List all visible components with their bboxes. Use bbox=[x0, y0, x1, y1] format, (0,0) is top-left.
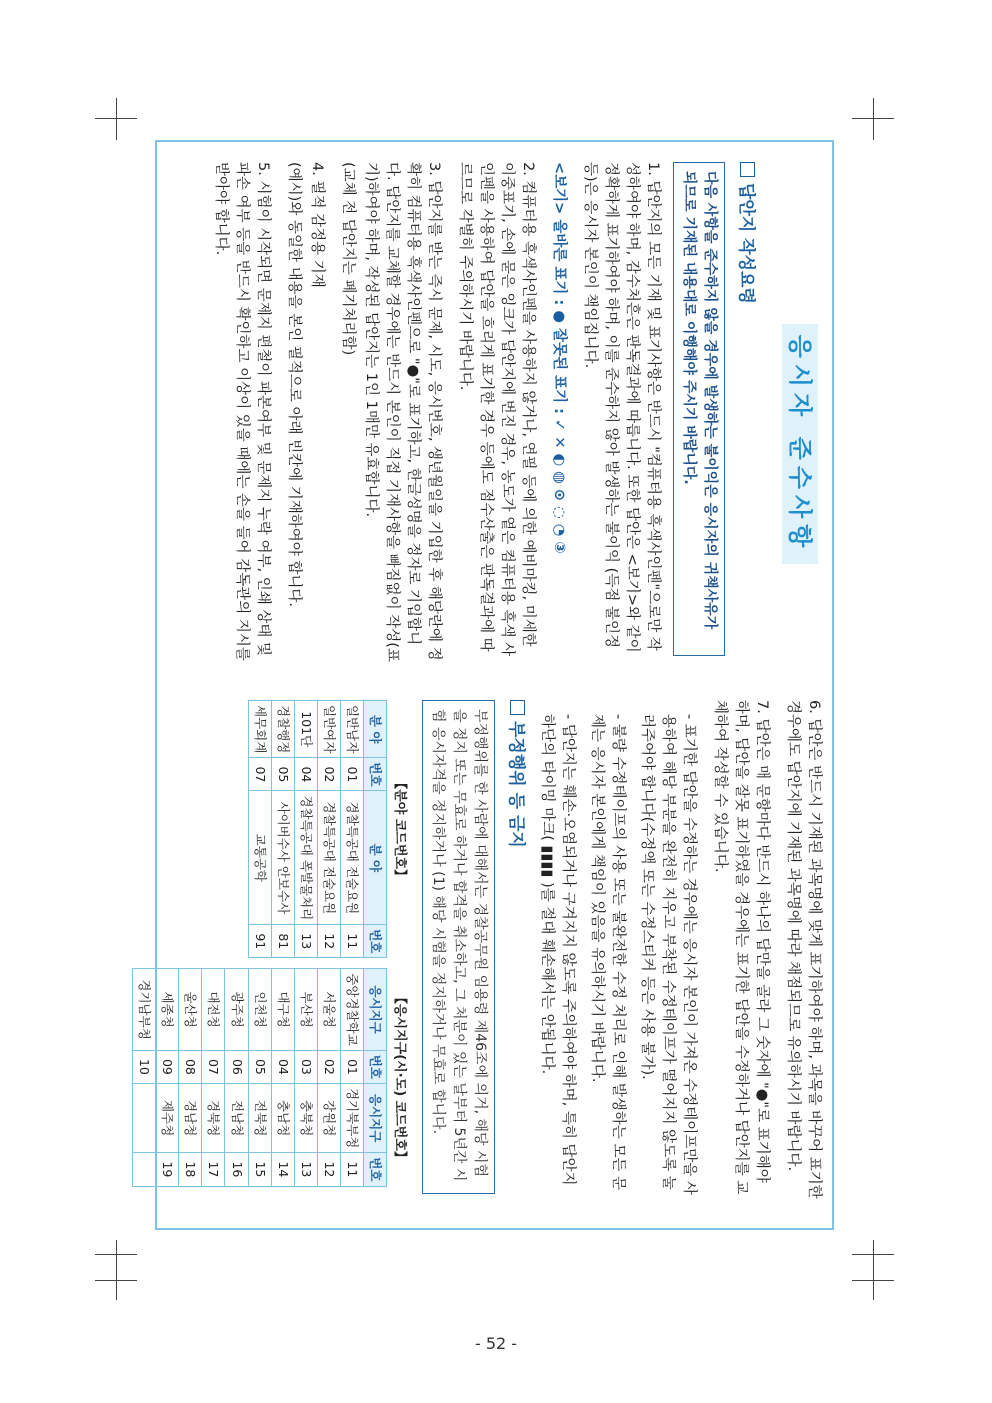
region_table-cell: 광주청 bbox=[225, 969, 248, 1050]
field_table-cell: 05 bbox=[271, 758, 294, 791]
field_table-cell: 101단 bbox=[294, 701, 317, 758]
field_table-cell: 11 bbox=[341, 925, 364, 958]
page-title: 응시자 준수사항 bbox=[782, 324, 818, 564]
region_table-cell: 09 bbox=[156, 1050, 179, 1083]
field_table-cell: 일반여자 bbox=[317, 701, 340, 758]
rule-item-3: 3. 답안지를 받는 즉시 문제, 시도, 응시번호, 생년월일을 기입한 후 해당란에 정확히 컴퓨터용 흑색사인펜으로 "●"로 표기하고, 한글성명을 정자로 기입합니다. 답안지를 교체할 경우에는 반드시 본인이 직접 기재사항을 빠짐없이 작성(표기)하여야 하며, 작성된 답안지는 1인 1매만 유효합니다. bbox=[363, 162, 443, 662]
region_table-cell: 대구청 bbox=[271, 969, 294, 1050]
region_table-cell: 전북청 bbox=[248, 1083, 271, 1152]
left-column bbox=[200, 162, 764, 662]
field_table-header: 분 야 bbox=[364, 701, 387, 758]
region_table-cell: 07 bbox=[202, 1050, 225, 1083]
region_table-cell: 강원청 bbox=[317, 1083, 340, 1152]
region_table-cell: 05 bbox=[248, 1050, 271, 1083]
region-code-table bbox=[132, 968, 387, 1186]
region_table-cell: 세종청 bbox=[156, 969, 179, 1050]
region-code-section bbox=[132, 968, 412, 1186]
table-row bbox=[271, 969, 294, 1186]
table-row bbox=[156, 969, 179, 1186]
table-row bbox=[132, 969, 155, 1186]
field_table-cell: 경찰특공대 전술요원 bbox=[341, 791, 364, 925]
field-table-title: 【분야 코드번호】 bbox=[392, 776, 408, 883]
region_table-header: 번호 bbox=[364, 1153, 387, 1186]
answer-sheet-heading: 답안지 작성요령 bbox=[733, 162, 758, 662]
region_table-cell: 14 bbox=[271, 1153, 294, 1186]
table-row bbox=[225, 969, 248, 1186]
field_table-cell: 91 bbox=[248, 925, 271, 958]
region_table-cell: 11 bbox=[341, 1153, 364, 1186]
table-row bbox=[341, 969, 364, 1186]
checkbox-square-icon bbox=[510, 700, 525, 715]
region_table-cell: 18 bbox=[179, 1153, 202, 1186]
table-row bbox=[271, 701, 294, 958]
region_table-cell: 충북청 bbox=[294, 1083, 317, 1152]
table-row bbox=[248, 701, 271, 958]
region_table-cell: 경남청 bbox=[179, 1083, 202, 1152]
rule-item-3-note: (교체 전 답안지는 폐기처리함) bbox=[340, 162, 357, 356]
rule-item-7: 7. 답안은 매 문항마다 반드시 하나의 답만을 골라 그 숫자에 "●"로 표기해야 하며, 답안을 잘못 표기하였을 경우에는 표기한 답안을 수정하거나 답안지를 교체하여 작성할 수 있습니다. bbox=[711, 700, 770, 1195]
region_table-cell: 15 bbox=[248, 1153, 271, 1186]
field_table-cell: 사이버수사 안보수사 bbox=[271, 791, 294, 925]
region_table-cell: 06 bbox=[225, 1050, 248, 1083]
region_table-cell: 10 bbox=[132, 1050, 155, 1083]
code-tables bbox=[132, 700, 412, 1200]
rule-item-4: 4. 필적 감정용 기재 bbox=[309, 162, 326, 288]
field_table-cell: 12 bbox=[317, 925, 340, 958]
region_table-cell bbox=[132, 1153, 155, 1186]
table-row bbox=[179, 969, 202, 1186]
field_table-header: 분 야 bbox=[364, 791, 387, 925]
dash-item-3: - 답안지는 훼손·오염되거나 구겨지지 않도록 주의하여야 하며, 특히 답안지 하단의 타이밍 마크( ▮▮▮▮ )를 절대 훼손해서는 안됩니다. bbox=[538, 714, 576, 1186]
dash-item-1: - 표기한 답안을 수정하는 경우에는 응시자 본인이 가져온 수정테이프만을 사용하여 해당 부분을 완전히 지우고 부착된 수정테이프가 떨어지지 않도록 눌러주어야 합니다(수정액 또는 수정스티커 등은 사용 불가). bbox=[638, 714, 697, 1195]
dash-item-2: - 불량 수정테이프의 사용 또는 불완전한 수정 처리로 인해 발생하는 모든 문제는 응시자 본인에게 책임이 있음을 유의하시기 바랍니다. bbox=[588, 714, 626, 1191]
field-code-section bbox=[132, 700, 412, 958]
region_table-cell: 17 bbox=[202, 1153, 225, 1186]
field-code-table bbox=[248, 700, 388, 958]
rotated-sheet bbox=[137, 152, 824, 1216]
region_table-cell: 전남청 bbox=[225, 1083, 248, 1152]
page-number: - 52 - bbox=[474, 1334, 518, 1353]
field_table-cell: 07 bbox=[248, 758, 271, 791]
table-row bbox=[202, 969, 225, 1186]
law-box: 부정행위를 한 사람에 대해서는 경찰공무원 임용령 제46조에 의거, 해당 시험을 정지 또는 무효로 하거나 합격을 취소하고, 그 처분이 있는 날부터 5년간 시험 응시자격을 정지하거나 (1) 해당 시험을 정지하거나 무효로 합니다. bbox=[422, 700, 495, 1194]
region_table-header: 번호 bbox=[364, 1050, 387, 1083]
field_table-header: 번호 bbox=[364, 758, 387, 791]
region_table-cell: 대전청 bbox=[202, 969, 225, 1050]
region_table-cell: 인천청 bbox=[248, 969, 271, 1050]
table-row bbox=[341, 701, 364, 958]
table-row bbox=[294, 969, 317, 1186]
region_table-cell: 중앙경찰학교 bbox=[341, 969, 364, 1050]
region_table-cell: 충남청 bbox=[271, 1083, 294, 1152]
field_table-cell: 01 bbox=[341, 758, 364, 791]
region-table-title: 【응시지구(시·도) 코드번호】 bbox=[392, 990, 408, 1164]
field_table-cell: 02 bbox=[317, 758, 340, 791]
region_table-cell: 16 bbox=[225, 1153, 248, 1186]
field_table-cell: 경찰행정 bbox=[271, 701, 294, 758]
region_table-cell: 울산청 bbox=[179, 969, 202, 1050]
rule-item-1: 1. 답안지의 모든 기재 및 표기사항은 반드시 "컴퓨터용 흑색사인펜"으로만 작성하여야 하며, 감수처흔은 판독결과에 따릅니다. 또한 답안은 <보기>와 같이 정확하게 표기하여야 하며, 이를 준수하지 않아 발생하는 불이익 (득점 불인정 등)은 응시자 본인이 책임집니다. bbox=[582, 162, 662, 653]
region_table-cell: 서울청 bbox=[317, 969, 340, 1050]
table-row bbox=[317, 701, 340, 958]
region_table-header: 응시지구 bbox=[364, 1083, 387, 1152]
region_table-cell: 03 bbox=[294, 1050, 317, 1083]
field_table-cell: 경찰특공대 폭발물처리 bbox=[294, 791, 317, 925]
region_table-cell: 04 bbox=[271, 1050, 294, 1083]
table-row bbox=[248, 969, 271, 1186]
region_table-cell: 경기남부청 bbox=[132, 969, 155, 1050]
region_table-cell: 경기북부청 bbox=[341, 1083, 364, 1152]
field_table-cell: 04 bbox=[294, 758, 317, 791]
field_table-cell: 경찰특공대 전술요원 bbox=[317, 791, 340, 925]
region_table-cell: 12 bbox=[317, 1153, 340, 1186]
rule-item-2: 2. 컴퓨터용 흑색사인펜을 사용하지 않거나, 연필 등에 의한 예비마킹, 미세한 이중표기, 손에 묻은 잉크가 답안지에 번진 경우, 농도가 옅은 컴퓨터용 흑색 사인펜을 사용하여 답안을 흐리게 표기한 경우 등에도 점수산출은 판독결과에 따르므로 각별히 주의하시기 바랍니다. bbox=[457, 162, 537, 657]
notice-box: 다음 사항을 준수하지 않을 경우에 발생하는 불이익은 응시자의 귀책사유가 되므로 기재된 내용대로 이행해야 주시기 바랍니다. bbox=[673, 162, 725, 656]
right-column bbox=[132, 700, 824, 1200]
field_table-header: 번호 bbox=[364, 925, 387, 958]
field_table-cell: 13 bbox=[294, 925, 317, 958]
region_table-cell: 13 bbox=[294, 1153, 317, 1186]
misconduct-heading: 부정행위 등 금지 bbox=[503, 700, 528, 1200]
table-row bbox=[317, 969, 340, 1186]
checkbox-square-icon bbox=[740, 162, 755, 177]
field_table-cell: 세무회계 bbox=[248, 701, 271, 758]
rule-item-4-note: (예시)와 동일한 내용을 본인 필적으로 아래 빈칸에 기재하여야 합니다. bbox=[286, 162, 303, 607]
field_table-cell: 교통공학 bbox=[248, 791, 271, 925]
region_table-cell: 02 bbox=[317, 1050, 340, 1083]
rule-item-5: 5. 시험이 시작되면 문제지 편철이 파본여부 및 문제지 누락 여부, 인쇄 상태 및 파손 여부 등을 반드시 확인하고 이상이 있을 때에는 손을 들어 감독관의 지시를 받아야 합니다. bbox=[213, 162, 272, 661]
region_table-cell bbox=[132, 1083, 155, 1152]
field_table-cell: 81 bbox=[271, 925, 294, 958]
region_table-cell: 19 bbox=[156, 1153, 179, 1186]
region_table-cell: 01 bbox=[341, 1050, 364, 1083]
rule-item-6: 6. 답안은 반드시 기재된 과목명에 맞게 표기하여야 하며, 과목을 바꾸어 표기한 경우에도 답안지에 기재된 과목명에 따라 채점되므로 유의하시기 바랍니다. bbox=[784, 700, 822, 1199]
region_table-cell: 제주청 bbox=[156, 1083, 179, 1152]
table-row bbox=[294, 701, 317, 958]
region_table-header: 응시지구 bbox=[364, 969, 387, 1050]
region_table-cell: 경북청 bbox=[202, 1083, 225, 1152]
example-marking: <보기> 올바른 표기 : ● 잘못된 표기 : ✓ ✕ ◐ ◍ ⊙ ◌ ◔ ③ bbox=[551, 162, 568, 554]
region_table-cell: 08 bbox=[179, 1050, 202, 1083]
field_table-cell: 일반남자 bbox=[341, 701, 364, 758]
region_table-cell: 부산청 bbox=[294, 969, 317, 1050]
